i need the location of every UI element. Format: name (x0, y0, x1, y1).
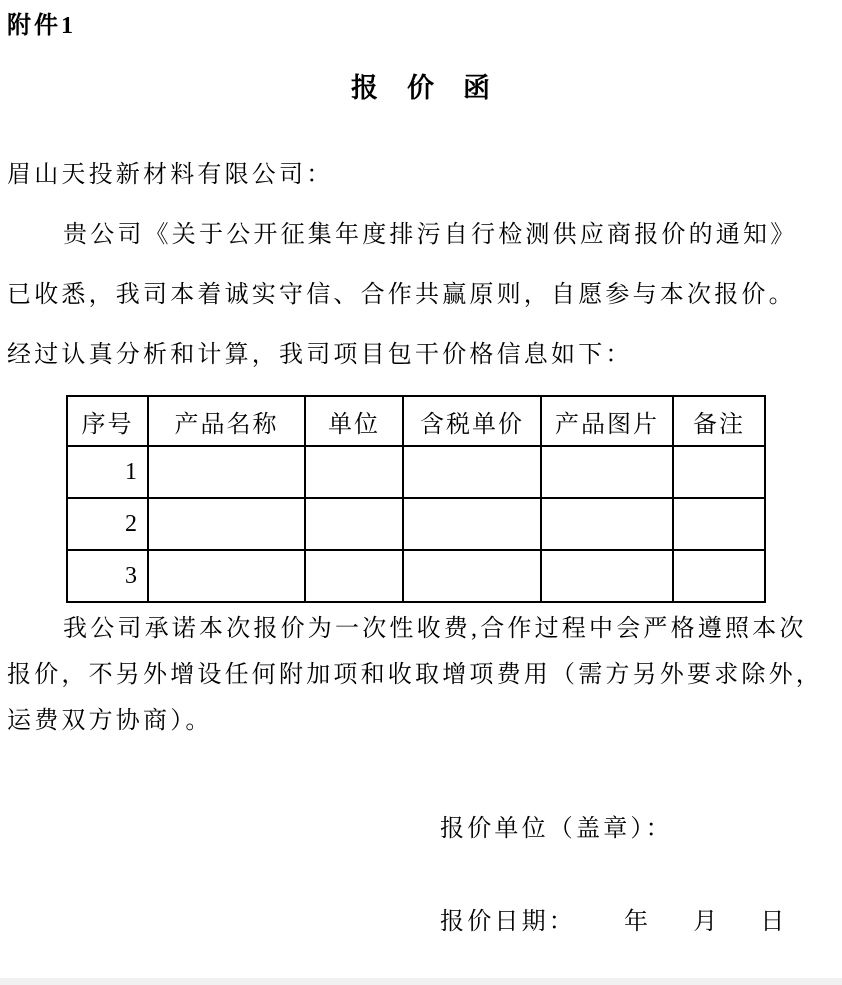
product-image-cell (541, 550, 673, 602)
unit-cell (305, 550, 403, 602)
serial-cell: 3 (67, 550, 148, 602)
header-tax-price: 含税单价 (403, 396, 541, 446)
header-product-image: 产品图片 (541, 396, 673, 446)
paragraph1-line-3: 经过认真分析和计算，我司项目包干价格信息如下： (7, 342, 633, 368)
quotation-table (66, 395, 766, 603)
month-label: 月 (693, 909, 721, 935)
remarks-cell (673, 446, 765, 498)
paragraph1-line-2: 已收悉，我司本着诚实守信、合作共赢原则，自愿参与本次报价。 (7, 282, 796, 308)
unit-cell (305, 446, 403, 498)
table-header-row (67, 396, 765, 446)
attachment-label: 附件1 (7, 13, 76, 39)
signature-date-line (440, 907, 788, 937)
table-row (67, 550, 765, 602)
recipient-line: 眉山天投新材料有限公司： (7, 162, 334, 188)
serial-cell: 1 (67, 446, 148, 498)
paragraph2-line-2: 报价，不另外增设任何附加项和收取增项费用（需方另外要求除外， (7, 662, 823, 688)
signature-unit-line: 报价单位（盖章）： (440, 816, 673, 842)
tax-price-cell (403, 498, 541, 550)
product-name-cell (148, 498, 305, 550)
paragraph1-line-1: 贵公司《关于公开征集年度排污自行检测供应商报价的通知》 (63, 222, 798, 248)
page-title: 报 价 函 (351, 73, 491, 103)
remarks-cell (673, 498, 765, 550)
table-row (67, 446, 765, 498)
header-product-name: 产品名称 (148, 396, 305, 446)
page-bottom-edge (0, 978, 842, 985)
year-label: 年 (624, 909, 652, 935)
tax-price-cell (403, 550, 541, 602)
paragraph2-line-1: 我公司承诺本次报价为一次性收费,合作过程中会严格遵照本次 (63, 616, 807, 642)
date-label: 报价日期： (440, 909, 576, 935)
product-image-cell (541, 498, 673, 550)
paragraph2-line-3: 运费双方协商）。 (7, 708, 213, 734)
product-name-cell (148, 550, 305, 602)
table-row (67, 498, 765, 550)
tax-price-cell (403, 446, 541, 498)
header-remarks: 备注 (673, 396, 765, 446)
header-unit: 单位 (305, 396, 403, 446)
day-label: 日 (760, 909, 788, 935)
remarks-cell (673, 550, 765, 602)
header-serial: 序号 (67, 396, 148, 446)
product-name-cell (148, 446, 305, 498)
unit-cell (305, 498, 403, 550)
serial-cell: 2 (67, 498, 148, 550)
product-image-cell (541, 446, 673, 498)
